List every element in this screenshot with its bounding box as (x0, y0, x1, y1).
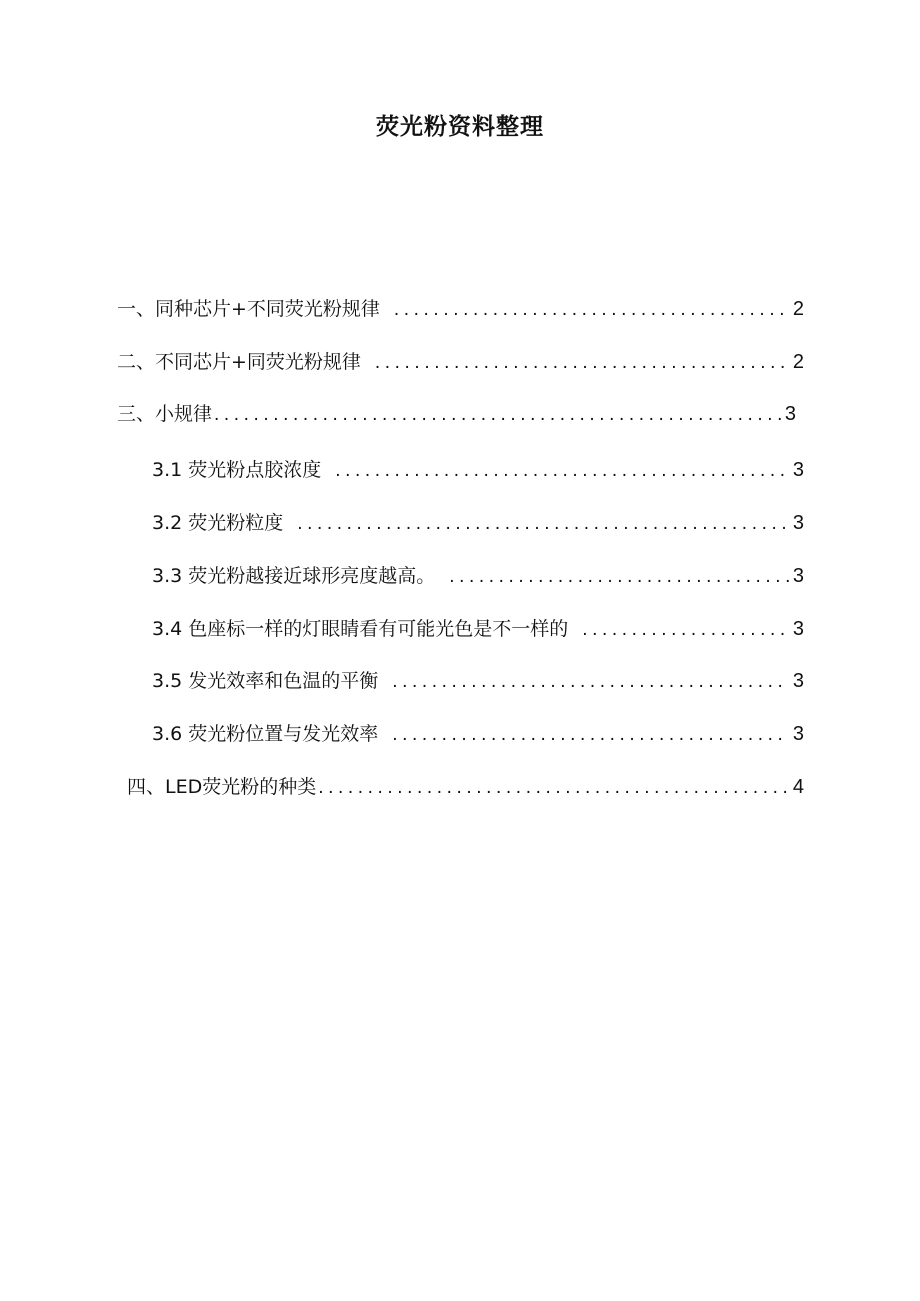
page-title: 荧光粉资料整理 (376, 114, 544, 140)
toc-leader-dots (394, 295, 789, 324)
toc-entry-page: 3 (792, 512, 804, 534)
toc-entry-label: 3.2 荧光粉粒度 (152, 512, 284, 534)
toc-entry-page: 4 (792, 776, 804, 798)
toc-entry-page: 3 (792, 723, 804, 745)
toc-leader-dots (297, 509, 789, 538)
toc-entry[interactable] (152, 508, 804, 538)
toc-leader-dots (392, 720, 789, 749)
toc-entry[interactable] (152, 666, 804, 696)
toc-entry-label: 3.5 发光效率和色温的平衡 (152, 670, 379, 692)
toc-leader-dots (375, 348, 789, 377)
toc-entry-page: 3 (792, 459, 804, 481)
toc-entry-label: 3.3 荧光粉越接近球形亮度越高。 (152, 565, 436, 587)
toc-entry-label: 三、小规律 (117, 403, 213, 425)
toc-entry[interactable] (117, 399, 796, 429)
toc-entry[interactable] (127, 772, 804, 802)
toc-entry-label: 二、不同芯片+同荧光粉规律 (117, 351, 361, 373)
toc-leader-dots (318, 773, 789, 802)
toc-entry-label: 3.1 荧光粉点胶浓度 (152, 459, 322, 481)
toc-entry[interactable] (152, 561, 804, 591)
toc-entry[interactable] (152, 719, 804, 749)
toc-entry[interactable] (152, 455, 804, 485)
toc-entry[interactable] (117, 347, 804, 377)
toc-entry-page: 3 (792, 565, 804, 587)
toc-leader-dots (214, 400, 781, 429)
toc-entry-label: 3.4 色座标一样的灯眼睛看有可能光色是不一样的 (152, 618, 569, 640)
toc-entry-label: 四、LED荧光粉的种类 (127, 776, 317, 798)
toc-entry[interactable] (152, 614, 804, 644)
toc-entry-page: 3 (792, 670, 804, 692)
toc-entry-page: 3 (792, 618, 804, 640)
toc-entry[interactable] (117, 294, 804, 324)
toc-entry-page: 2 (792, 298, 804, 320)
toc-leader-dots (449, 562, 789, 591)
toc-leader-dots (335, 456, 789, 485)
toc-entry-label: 一、同种芯片+不同荧光粉规律 (117, 298, 380, 320)
toc-leader-dots (582, 615, 789, 644)
toc-entry-page: 3 (784, 403, 796, 425)
toc-leader-dots (392, 667, 789, 696)
toc-entry-label: 3.6 荧光粉位置与发光效率 (152, 723, 379, 745)
toc-entry-page: 2 (792, 351, 804, 373)
